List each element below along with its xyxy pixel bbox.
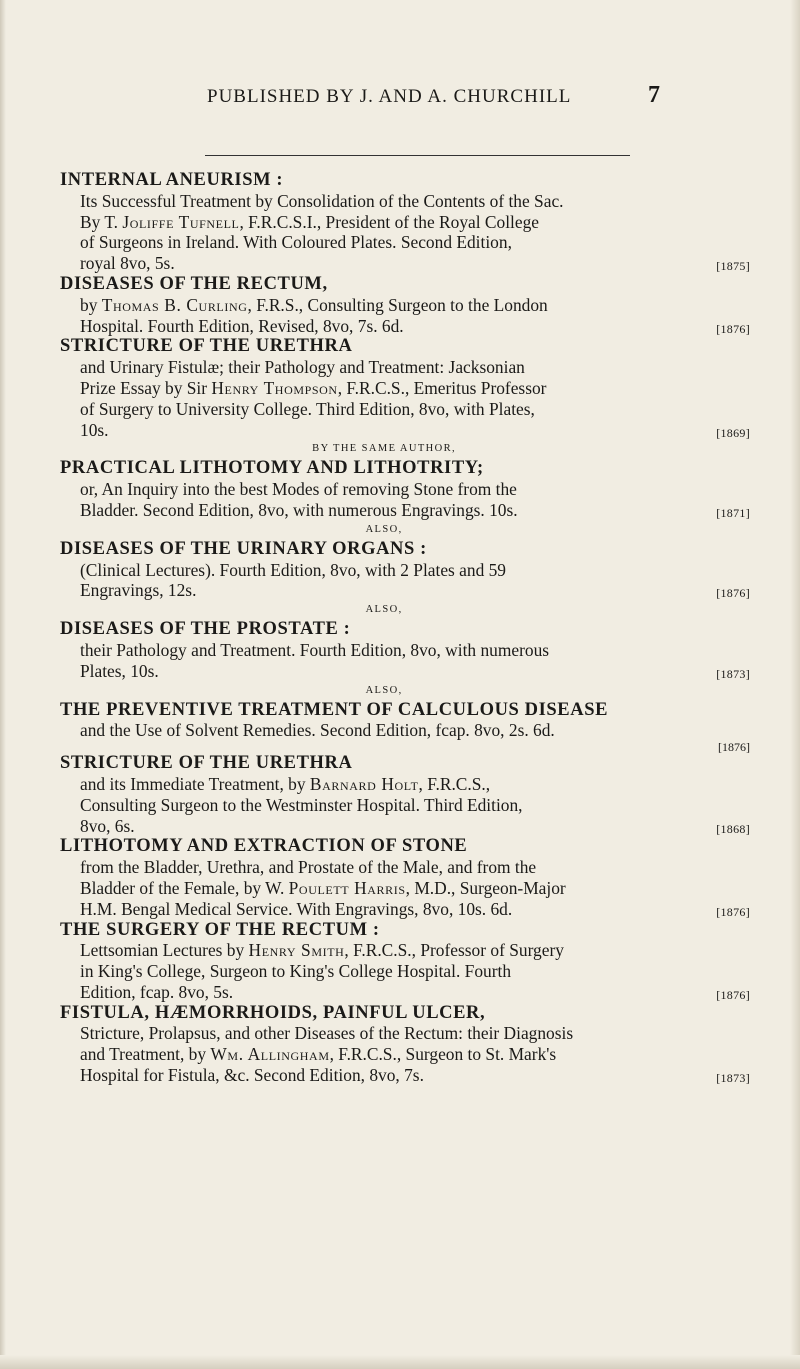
description-text: and Treatment, by: [80, 1044, 211, 1065]
publication-date: [1868]: [716, 821, 750, 836]
entry-heading: PRACTICAL LITHOTOMY AND LITHOTRITY;: [60, 458, 484, 479]
description-text: Bladder. Second Edition, 8vo, with numerous Engravings. 10s.: [80, 499, 518, 520]
description-text: By T.: [80, 211, 123, 232]
section-separator: ALSO,: [365, 523, 403, 535]
description-text: Hospital for Fistula, &c. Second Edition, 8vo, 7s.: [80, 1065, 424, 1086]
description-text: , F.R.C.S., Emeritus Professor: [337, 377, 547, 398]
entry-description-line: [80, 212, 750, 233]
publication-date: [1876]: [718, 740, 750, 755]
entry-heading: DISEASES OF THE PROSTATE :: [60, 619, 351, 640]
description-text: , F.R.C.S.I., President of the Royal College: [239, 211, 539, 232]
entry-description-line: [80, 857, 750, 878]
publication-date: [1876]: [716, 321, 750, 336]
catalogue-entry: [60, 539, 750, 601]
section-separator: BY THE SAME AUTHOR,: [312, 443, 457, 455]
description-text: , M.D., Surgeon-Major: [405, 877, 566, 898]
catalogue-entry: [60, 274, 750, 336]
entry-heading: LITHOTOMY AND EXTRACTION OF STONE: [60, 836, 468, 857]
publication-date: [1873]: [716, 666, 750, 681]
entry-description-line: [80, 191, 750, 212]
page-number: 7: [648, 82, 660, 108]
entry-description-line: [80, 720, 750, 741]
catalogue-entry: [60, 336, 750, 440]
page-bottom-shadow: [0, 1355, 800, 1369]
running-head: PUBLISHED BY J. AND A. CHURCHILL: [207, 86, 572, 107]
description-text: Edition, fcap. 8vo, 5s.: [80, 981, 234, 1002]
description-text: their Pathology and Treatment. Fourth Edition, 8vo, with numerous: [80, 639, 550, 660]
entry-description-line: [80, 500, 750, 521]
entry-description-line: [80, 253, 750, 274]
description-text: of Surgery to University College. Third Edition, 8vo, with Plates,: [80, 398, 535, 419]
description-text: 8vo, 6s.: [80, 815, 135, 836]
description-text: (Clinical Lectures). Fourth Edition, 8vo, with 2 Plates and 59: [80, 559, 507, 580]
header-rule: [205, 155, 630, 156]
entry-description-line: [80, 640, 750, 661]
catalogue-entry: [60, 753, 750, 836]
catalogue-entry: [60, 170, 750, 274]
description-text: , F.R.S., Consulting Surgeon to the London: [247, 294, 548, 315]
description-text: from the Bladder, Urethra, and Prostate of the Male, and from the: [80, 857, 537, 878]
catalogue-entry: [60, 700, 750, 754]
entry-description-line: [80, 420, 750, 441]
publication-date: [1873]: [716, 1071, 750, 1086]
description-text: or, An Inquiry into the best Modes of removing Stone from the: [80, 479, 517, 500]
entry-description-line: [80, 560, 750, 581]
entry-heading: STRICTURE OF THE URETHRA: [60, 336, 353, 357]
page-left-shadow: [0, 0, 6, 1369]
catalogue-entry: [60, 458, 750, 520]
description-text: Hospital. Fourth Edition, Revised, 8vo, 7s. 6d.: [80, 315, 404, 336]
publication-date: [1869]: [716, 425, 750, 440]
entry-description-line: [80, 232, 750, 253]
entry-description-line: [80, 479, 750, 500]
entry-description-line: [80, 316, 750, 337]
entry-heading: THE SURGERY OF THE RECTUM :: [60, 919, 380, 940]
author-name: Henry Thompson: [211, 377, 338, 398]
description-text: Plates, 10s.: [80, 660, 159, 681]
author-name: Wm. Allingham: [210, 1044, 330, 1065]
description-text: Stricture, Prolapsus, and other Diseases of the Rectum: their Diagnosis: [80, 1023, 574, 1044]
publication-date: [1876]: [716, 987, 750, 1002]
description-text: 10s.: [80, 419, 109, 440]
description-text: and Urinary Fistulæ; their Pathology and Treatment: Jacksonian: [80, 357, 525, 378]
entry-description-line: [80, 357, 750, 378]
catalogue-entry: [60, 1003, 750, 1086]
description-text: by: [80, 294, 102, 315]
entry-description-line: [80, 878, 750, 899]
entry-description-line: [80, 795, 750, 816]
author-name: Henry Smith: [248, 940, 345, 961]
description-text: and the Use of Solvent Remedies. Second Edition, fcap. 8vo, 2s. 6d.: [80, 720, 555, 741]
entry-heading: STRICTURE OF THE URETHRA: [60, 753, 353, 774]
entry-heading: INTERNAL ANEURISM :: [60, 170, 284, 190]
description-text: Its Successful Treatment by Consolidation of the Contents of the Sac.: [80, 190, 564, 211]
description-text: Prize Essay by Sir: [80, 377, 212, 398]
entry-heading: DISEASES OF THE URINARY ORGANS :: [60, 538, 427, 559]
entry-description-line: [80, 961, 750, 982]
entry-description-line: [80, 774, 750, 795]
entry-heading: DISEASES OF THE RECTUM,: [60, 273, 328, 294]
author-name: Joliffe Tufnell: [122, 211, 240, 232]
page-right-shadow: [790, 0, 800, 1369]
description-text: in King's College, Surgeon to King's College Hospital. Fourth: [80, 961, 512, 982]
description-text: , F.R.C.S., Surgeon to St. Mark's: [329, 1044, 557, 1065]
entry-description-line: [80, 378, 750, 399]
description-text: H.M. Bengal Medical Service. With Engravings, 8vo, 10s. 6d.: [80, 898, 513, 919]
publication-date: [1876]: [716, 586, 750, 601]
section-separator: ALSO,: [365, 684, 403, 696]
page-header: [0, 84, 800, 124]
description-text: Engravings, 12s.: [80, 580, 197, 601]
publication-date: [1871]: [716, 505, 750, 520]
entry-description-line: [80, 982, 750, 1003]
catalogue-entry: [60, 836, 750, 919]
entry-description-line: [80, 816, 750, 837]
entry-description-line: [80, 1065, 750, 1086]
description-text: royal 8vo, 5s.: [80, 253, 175, 274]
description-text: Lettsomian Lectures by: [80, 940, 249, 961]
entry-description-line: [80, 1044, 750, 1065]
description-text: , F.R.C.S., Professor of Surgery: [344, 940, 564, 961]
publisher-catalogue-list: [60, 170, 750, 1089]
catalogue-entry: [60, 619, 750, 681]
entry-description-line: [80, 580, 750, 601]
entry-description-line: [80, 661, 750, 682]
entry-description-line: [80, 399, 750, 420]
description-text: and its Immediate Treatment, by: [80, 773, 310, 794]
author-name: Thomas B. Curling: [101, 294, 248, 315]
description-text: , F.R.C.S.,: [418, 773, 491, 794]
publication-date: [1875]: [716, 259, 750, 274]
publication-date: [1876]: [716, 904, 750, 919]
description-text: Consulting Surgeon to the Westminster Hospital. Third Edition,: [80, 794, 523, 815]
entry-heading: THE PREVENTIVE TREATMENT OF CALCULOUS DISEASE: [60, 699, 609, 720]
description-text: Bladder of the Female, by W.: [80, 877, 289, 898]
catalogue-entry: [60, 920, 750, 1003]
entry-description-line: [80, 295, 750, 316]
entry-heading: FISTULA, HÆMORRHOIDS, PAINFUL ULCER,: [60, 1002, 486, 1023]
author-name: Barnard Holt: [309, 773, 419, 794]
author-name: Poulett Harris: [288, 877, 406, 898]
entry-description-line: [80, 1023, 750, 1044]
description-text: of Surgeons in Ireland. With Coloured Plates. Second Edition,: [80, 232, 512, 253]
entry-description-line: [80, 899, 750, 920]
section-separator: ALSO,: [365, 604, 403, 616]
entry-description-line: [80, 940, 750, 961]
